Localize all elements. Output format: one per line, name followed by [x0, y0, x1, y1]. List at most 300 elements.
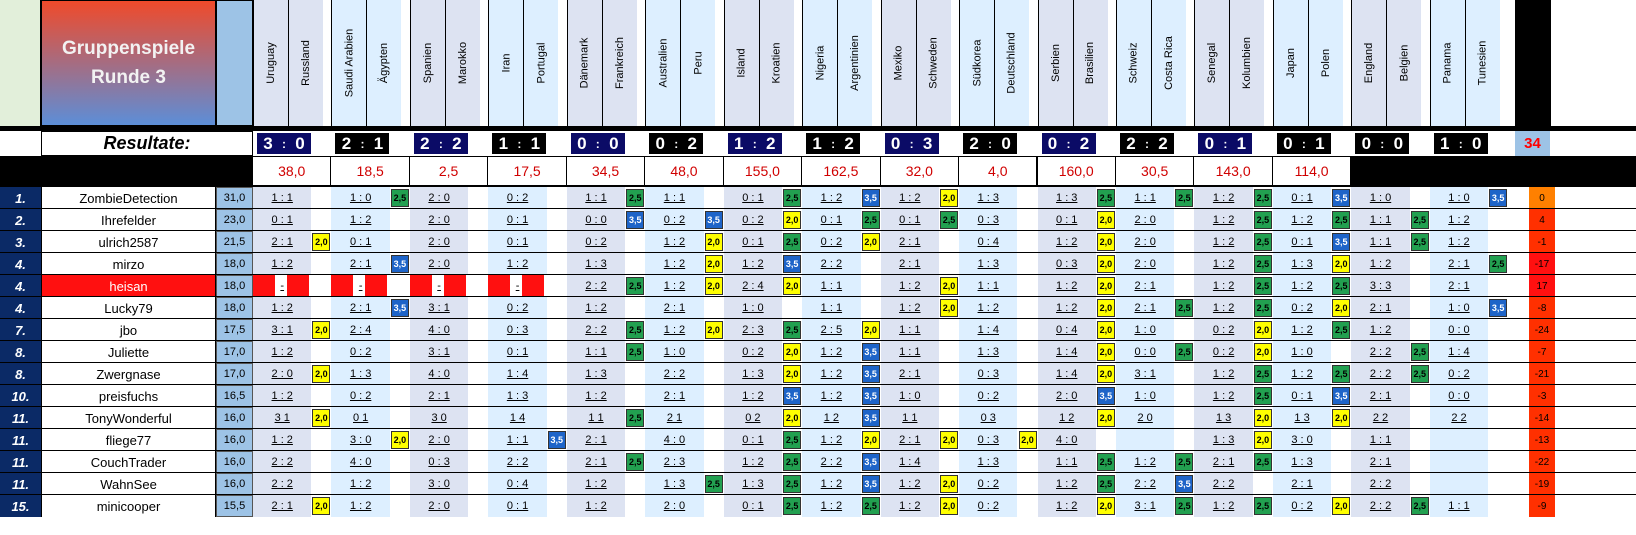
- corner-cell: [0, 0, 41, 126]
- tip-score: 1 : 1: [899, 346, 921, 358]
- tip-cell: [567, 209, 625, 231]
- team-header: [837, 0, 872, 126]
- bonus-badge: 2,5: [1332, 365, 1350, 383]
- tip-score: 2 : 2: [1369, 478, 1392, 490]
- result-separator: :: [907, 133, 917, 154]
- bonus-badge: 2,5: [1332, 321, 1350, 339]
- tip-score: 1 4: [509, 412, 526, 424]
- tip-score: 1 : 2: [506, 258, 529, 270]
- team-header: [1308, 0, 1343, 126]
- tip-cell: [331, 231, 389, 253]
- tip-score: 0 3: [980, 412, 996, 424]
- tip-cell: [802, 187, 860, 209]
- result-separator: :: [593, 133, 603, 154]
- tip-score: 1 : 2: [663, 324, 686, 336]
- tip-score: 2 : 1: [428, 390, 450, 402]
- tip-cell: [1038, 187, 1096, 209]
- tip-cell: [802, 209, 860, 231]
- tip-cell: [253, 473, 311, 495]
- tip-score: 1 : 2: [820, 434, 843, 446]
- tip-score: 2 : 1: [899, 368, 921, 380]
- tip-cell: [567, 451, 625, 473]
- team-header: [410, 0, 445, 126]
- tip-cell: [724, 187, 782, 209]
- tip-cell: [724, 473, 782, 495]
- table-row: [0, 252, 1636, 275]
- tip-cell: [410, 209, 468, 231]
- player-points: 18,0: [216, 275, 253, 297]
- result-home: 0: [649, 133, 671, 154]
- team-name: Mexiko: [892, 45, 905, 81]
- tip-cell: [959, 297, 1017, 319]
- result-home: 0: [885, 133, 907, 154]
- tip-cell: [1351, 231, 1409, 253]
- team-name: Schweiz: [1127, 42, 1140, 84]
- match-points: 160,0: [1038, 157, 1116, 185]
- rank: 4.: [0, 297, 41, 319]
- tip-cell: [1038, 341, 1096, 363]
- tip-score: 1 : 2: [1056, 280, 1078, 292]
- tip-cell: [567, 319, 625, 341]
- team-name: Serbien: [1049, 44, 1062, 82]
- result-away: 2: [1074, 133, 1096, 154]
- team-name: Schweden: [927, 37, 940, 89]
- bonus-badge: 2,5: [1175, 497, 1193, 515]
- tip-cell: [410, 407, 468, 429]
- tip-cell: [1273, 451, 1331, 473]
- result-home: 0: [1198, 133, 1220, 154]
- tip-score: 1 : 2: [1212, 192, 1235, 204]
- player-name: preisfuchs: [41, 385, 216, 407]
- tip-cell: [645, 209, 703, 231]
- result-home: 2: [1120, 133, 1142, 154]
- tip-score: 1 : 0: [1448, 302, 1470, 314]
- bonus-badge: 2,5: [1175, 299, 1193, 317]
- result-separator: :: [1220, 133, 1230, 154]
- match-points: 32,0: [881, 157, 959, 185]
- result-away: 1: [524, 133, 546, 154]
- tip-score: 0 : 0: [585, 214, 607, 226]
- tip-score: 1 : 2: [1291, 280, 1313, 292]
- tip-cell: [1038, 429, 1096, 451]
- tip-score: 2 : 1: [899, 434, 921, 446]
- bonus-badge: 2,0: [1097, 343, 1115, 361]
- result-separator: :: [750, 133, 760, 154]
- tip-cell: [724, 495, 782, 517]
- tip-cell: [1273, 341, 1331, 363]
- tip-cell: [1194, 407, 1252, 429]
- bonus-badge: 3,5: [1097, 387, 1115, 405]
- rank: 3.: [0, 231, 41, 253]
- tip-cell: [959, 363, 1017, 385]
- tip-cell: [1273, 297, 1331, 319]
- player-points: 16,5: [216, 385, 253, 407]
- tip-cell: [1273, 253, 1331, 275]
- tip-score: 3 : 1: [428, 302, 450, 314]
- points-header: [216, 0, 253, 126]
- tip-score: 1 : 2: [820, 478, 843, 490]
- invalid-marker: [365, 275, 387, 297]
- tip-cell: [1116, 385, 1174, 407]
- team-header: [881, 0, 916, 126]
- team-header: [488, 0, 523, 126]
- tip-cell: [724, 319, 782, 341]
- tip-score: 2 2: [1451, 412, 1467, 424]
- player-name: heisan: [41, 275, 216, 297]
- team-header: [523, 0, 558, 126]
- tip-score: 1 : 2: [1212, 500, 1235, 512]
- bonus-badge: 2,5: [1411, 365, 1429, 383]
- table-row: [0, 340, 1636, 363]
- player-points: 17,0: [216, 341, 253, 363]
- rank: 7.: [0, 319, 41, 341]
- tip-score: 2 : 3: [742, 324, 764, 336]
- bonus-badge: 3,5: [862, 343, 880, 361]
- bonus-badge: 2,5: [626, 189, 644, 207]
- bonus-badge: 2,0: [783, 409, 801, 427]
- player-name: minicooper: [41, 495, 216, 517]
- team-name: Portugal: [535, 42, 548, 84]
- result-separator: :: [985, 133, 995, 154]
- tip-cell: [1194, 319, 1252, 341]
- tip-score: -: [437, 280, 441, 292]
- tip-score: 0 : 1: [1056, 214, 1078, 226]
- bonus-badge: 2,5: [1411, 343, 1429, 361]
- tip-score: 1 : 2: [585, 390, 607, 402]
- result-away: 0: [995, 133, 1017, 154]
- tip-score: 1 : 2: [899, 192, 921, 204]
- player-name: jbo: [41, 319, 216, 341]
- tip-cell: [645, 451, 703, 473]
- tip-score: 1 : 2: [349, 214, 372, 226]
- tip-score: 2 : 0: [428, 236, 450, 248]
- rank-change: 4: [1529, 209, 1555, 231]
- tip-cell: [802, 473, 860, 495]
- tip-score: 1 : 2: [1369, 258, 1392, 270]
- team-name: Argentinien: [849, 35, 862, 91]
- tip-cell: [488, 297, 546, 319]
- tip-score: 2 2: [1372, 412, 1389, 424]
- bonus-badge: 2,0: [1332, 299, 1350, 317]
- tip-cell: [253, 363, 311, 385]
- player-points: 15,5: [216, 495, 253, 517]
- tip-cell: [331, 187, 389, 209]
- tip-score: 2 : 0: [271, 368, 293, 380]
- tip-cell: [802, 495, 860, 517]
- tip-cell: [959, 407, 1017, 429]
- bonus-badge: 2,5: [391, 189, 409, 207]
- tip-cell: [1194, 385, 1252, 407]
- bonus-badge: 2,5: [1254, 299, 1272, 317]
- team-header: [1116, 0, 1151, 126]
- player-points: 16,0: [216, 407, 253, 429]
- team-name: Dänemark: [578, 37, 591, 89]
- tip-score: 0 : 1: [742, 236, 764, 248]
- tip-cell: [1038, 385, 1096, 407]
- tip-score: 1 : 4: [977, 324, 999, 336]
- tip-cell: [331, 407, 389, 429]
- bonus-badge: 2,0: [862, 233, 880, 251]
- tip-score: 0 : 2: [820, 236, 843, 248]
- team-name: Spanien: [421, 42, 434, 84]
- tip-score: 1 : 2: [742, 258, 764, 270]
- player-points: 16,0: [216, 429, 253, 451]
- tip-score: 2 : 3: [663, 456, 686, 468]
- tip-cell: [1038, 407, 1096, 429]
- tip-cell: [1351, 473, 1409, 495]
- tip-score: 1 : 0: [663, 346, 686, 358]
- tip-cell: [488, 473, 546, 495]
- team-name: Japan: [1284, 48, 1297, 78]
- tip-cell: [1430, 429, 1488, 451]
- tip-cell: [488, 319, 546, 341]
- player-name: ZombieDetection: [41, 187, 216, 209]
- tip-cell: [1194, 187, 1252, 209]
- tip-score: 2 : 2: [1134, 478, 1156, 490]
- tip-score: 3 : 1: [1134, 500, 1156, 512]
- team-header: [1194, 0, 1229, 126]
- result-away: 2: [681, 133, 703, 154]
- team-name: Peru: [692, 51, 705, 75]
- tip-score: 1 : 4: [1448, 346, 1470, 358]
- bonus-badge: 2,0: [1097, 255, 1115, 273]
- tip-cell: [1116, 363, 1174, 385]
- bonus-badge: 2,0: [705, 321, 723, 339]
- tip-cell: [881, 363, 939, 385]
- tip-score: 1 : 3: [977, 456, 999, 468]
- player-points: 18,0: [216, 253, 253, 275]
- bonus-badge: 2,5: [783, 321, 801, 339]
- tip-cell: [959, 495, 1017, 517]
- tip-cell: [1038, 451, 1096, 473]
- bonus-badge: 2,5: [783, 233, 801, 251]
- rank: 4.: [0, 275, 41, 297]
- tip-score: 0 : 3: [977, 368, 999, 380]
- team-name: Kroatien: [770, 42, 783, 84]
- tip-score: 3 : 1: [1134, 368, 1156, 380]
- tip-score: 1 : 0: [1291, 346, 1313, 358]
- tip-cell: [488, 187, 546, 209]
- bonus-badge: 2,0: [783, 211, 801, 229]
- tip-cell: [724, 253, 782, 275]
- bonus-badge: 2,0: [940, 189, 958, 207]
- bonus-badge: 2,0: [312, 497, 330, 515]
- tip-cell: [724, 231, 782, 253]
- rank: 8.: [0, 341, 41, 363]
- rank: 11.: [0, 473, 41, 495]
- tip-score: 2 : 2: [585, 280, 607, 292]
- tip-score: 1 : 2: [1212, 368, 1235, 380]
- bonus-badge: 2,5: [1175, 189, 1193, 207]
- tip-cell: [1273, 363, 1331, 385]
- rank-change: -1: [1529, 231, 1555, 253]
- tip-cell: [1273, 407, 1331, 429]
- team-header: [1465, 0, 1500, 126]
- result-separator: :: [1377, 133, 1387, 154]
- tip-score: 0 : 0: [1448, 390, 1470, 402]
- bonus-badge: 3,5: [862, 409, 880, 427]
- tip-score: -: [515, 280, 520, 292]
- tip-score: 2 : 1: [349, 258, 372, 270]
- bonus-badge: 2,0: [862, 431, 880, 449]
- bonus-badge: 3,5: [862, 189, 880, 207]
- bonus-badge: 3,5: [1332, 387, 1350, 405]
- team-header: [1430, 0, 1465, 126]
- tip-score: 0 : 1: [506, 346, 529, 358]
- bonus-badge: 2,5: [862, 497, 880, 515]
- tip-cell: [802, 275, 860, 297]
- bonus-badge: 2,5: [783, 189, 801, 207]
- tip-cell: [881, 253, 939, 275]
- rank: 11.: [0, 429, 41, 451]
- tip-cell: [567, 429, 625, 451]
- tip-cell: [331, 209, 389, 231]
- tip-score: 2 : 4: [349, 324, 372, 336]
- tip-score: 0 : 1: [506, 236, 529, 248]
- tip-score: 3 : 0: [349, 434, 372, 446]
- result-home: 2: [335, 133, 357, 154]
- tip-score: 1 : 2: [820, 192, 843, 204]
- player-points: 16,0: [216, 451, 253, 473]
- player-name: WahnSee: [41, 473, 216, 495]
- tip-cell: [1430, 473, 1488, 495]
- tip-score: 1 : 2: [271, 258, 293, 270]
- team-name: Tunesien: [1476, 40, 1489, 86]
- bonus-badge: 3,5: [1489, 299, 1507, 317]
- tip-cell: [1116, 473, 1174, 495]
- tip-score: 4 : 0: [428, 324, 450, 336]
- tip-score: 1 : 2: [1212, 280, 1235, 292]
- tip-score: 2 : 0: [663, 500, 686, 512]
- tip-cell: [331, 451, 389, 473]
- bonus-badge: 2,5: [1254, 189, 1272, 207]
- tip-cell: [410, 429, 468, 451]
- tip-cell: [331, 495, 389, 517]
- bonus-badge: 2,0: [940, 475, 958, 493]
- bonus-badge: 2,5: [1254, 387, 1272, 405]
- tip-score: 2 : 1: [899, 236, 921, 248]
- tip-cell: [959, 385, 1017, 407]
- tip-cell: [802, 341, 860, 363]
- player-name: Ihrefelder: [41, 209, 216, 231]
- rank-change: -14: [1529, 407, 1555, 429]
- tip-cell: [1194, 429, 1252, 451]
- tip-cell: [1116, 297, 1174, 319]
- tip-cell: [1273, 319, 1331, 341]
- tip-cell: [567, 341, 625, 363]
- result-separator: :: [436, 133, 446, 154]
- tip-cell: [1430, 451, 1488, 473]
- tip-cell: [331, 385, 389, 407]
- invalid-marker: [253, 275, 275, 297]
- tip-score: 2 : 0: [1134, 214, 1156, 226]
- tip-cell: [331, 297, 389, 319]
- player-points: 23,0: [216, 209, 253, 231]
- bonus-badge: 2,0: [391, 431, 409, 449]
- tip-cell: [645, 385, 703, 407]
- rank-change: 0: [1529, 187, 1555, 209]
- tip-score: 2 : 0: [428, 500, 450, 512]
- invalid-marker: [410, 275, 432, 297]
- tip-score: 1 : 4: [506, 368, 529, 380]
- tip-score: 1 : 4: [1056, 368, 1078, 380]
- bonus-badge: 2,0: [1097, 233, 1115, 251]
- tip-score: 2 1: [666, 412, 683, 424]
- tip-cell: [410, 495, 468, 517]
- tip-score: 1 2: [823, 412, 839, 424]
- result-away: 1: [1309, 133, 1331, 154]
- player-name: TonyWonderful: [41, 407, 216, 429]
- tip-score: 1 : 1: [977, 280, 999, 292]
- tip-score: 1 : 3: [349, 368, 372, 380]
- tip-cell: [645, 473, 703, 495]
- tip-cell: [567, 495, 625, 517]
- tip-cell: [959, 231, 1017, 253]
- tip-score: 2 : 1: [1134, 280, 1156, 292]
- tip-cell: [1430, 341, 1488, 363]
- tip-score: 1 3: [1294, 412, 1310, 424]
- tip-score: 2 : 2: [1212, 478, 1235, 490]
- bonus-badge: 2,5: [783, 497, 801, 515]
- result-home: 1: [728, 133, 750, 154]
- tip-score: 1 : 2: [663, 280, 686, 292]
- tip-score: 0 : 2: [977, 500, 999, 512]
- bonus-badge: 3,5: [862, 475, 880, 493]
- tip-cell: [802, 319, 860, 341]
- tip-cell: [488, 209, 546, 231]
- tip-score: 1 : 1: [820, 302, 843, 314]
- tip-score: 0 : 1: [506, 500, 529, 512]
- table-row: [0, 230, 1636, 253]
- match-points: 18,5: [331, 157, 409, 185]
- tip-score: 1 : 3: [977, 346, 999, 358]
- match-points: 17,5: [488, 157, 566, 185]
- tip-score: 3 : 1: [271, 324, 293, 336]
- tip-score: 2 : 1: [1369, 456, 1392, 468]
- tip-cell: [881, 407, 939, 429]
- bonus-badge: 2,0: [1019, 431, 1037, 449]
- tip-cell: [410, 363, 468, 385]
- match-points: 38,0: [253, 157, 331, 185]
- tip-score: 4 : 0: [349, 456, 372, 468]
- tip-cell: [1116, 275, 1174, 297]
- tip-cell: [1351, 451, 1409, 473]
- tip-cell: [645, 429, 703, 451]
- tip-cell: [1038, 495, 1096, 517]
- tip-cell: [1116, 231, 1174, 253]
- tip-cell: [881, 187, 939, 209]
- tip-cell: [959, 187, 1017, 209]
- tip-score: 1 : 2: [1448, 214, 1470, 226]
- bonus-badge: 2,5: [1411, 211, 1429, 229]
- tip-score: 0 : 2: [977, 478, 999, 490]
- tip-cell: [959, 319, 1017, 341]
- team-header: [959, 0, 994, 126]
- table-row: [0, 428, 1636, 451]
- tip-cell: [645, 275, 703, 297]
- bonus-badge: 2,5: [1332, 277, 1350, 295]
- match-points: 34,5: [567, 157, 645, 185]
- tip-cell: [645, 231, 703, 253]
- team-header: [1151, 0, 1186, 126]
- tip-cell: [253, 297, 311, 319]
- tip-score: 0 : 2: [506, 302, 529, 314]
- player-points: 16,0: [216, 473, 253, 495]
- team-header: [567, 0, 602, 126]
- team-name: Belgien: [1398, 44, 1411, 82]
- tip-score: 0 : 1: [1291, 192, 1313, 204]
- tip-cell: [1273, 275, 1331, 297]
